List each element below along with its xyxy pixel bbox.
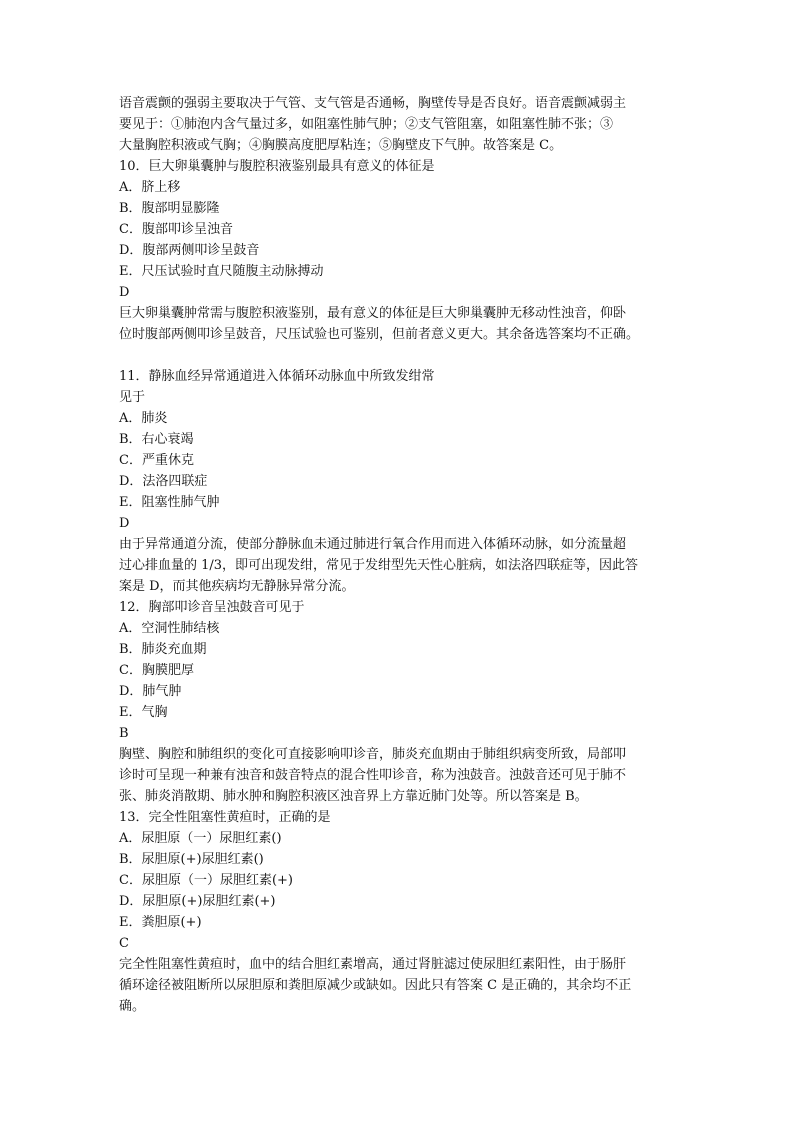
explanation-line: 诊时可呈现一种兼有浊音和鼓音特点的混合性叩诊音，称为浊鼓音。浊鼓音还可见于肺不 xyxy=(119,768,627,783)
option-a: A．脐上移 xyxy=(119,180,181,195)
option-e: E．阻塞性肺气肿 xyxy=(119,495,220,510)
explanation-line: 大量胸腔积液或气胸；④胸膜高度肥厚粘连；⑤胸壁皮下气肿。故答案是 C。 xyxy=(119,138,563,153)
option-e: E．粪胆原(+) xyxy=(119,915,202,930)
explanation-line: 循环途径被阻断所以尿胆原和粪胆原减少或缺如。因此只有答案 C 是正确的，其余均不正 xyxy=(119,978,632,993)
explanation-line: 张、肺炎消散期、肺水肿和胸腔积液区浊音界上方靠近肺门处等。所以答案是 B。 xyxy=(119,789,588,804)
explanation-line: 巨大卵巢囊肿常需与腹腔积液鉴别，最有意义的体征是巨大卵巢囊肿无移动性浊音，仰卧 xyxy=(119,306,627,321)
explanation-line: 由于异常通道分流，使部分静脉血未通过肺进行氧合作用而进入体循环动脉，如分流量超 xyxy=(119,537,627,552)
option-c: C．严重休克 xyxy=(119,453,194,468)
question-text: 见于 xyxy=(119,390,146,405)
explanation-line: 要见于：①肺泡内含气量过多，如阻塞性肺气肿；②支气管阻塞，如阻塞性肺不张；③ xyxy=(119,117,614,132)
question-11 xyxy=(119,366,685,597)
option-b: B．腹部明显膨隆 xyxy=(119,201,220,216)
option-b: B．右心衰竭 xyxy=(119,432,194,447)
question-text: 11．静脉血经异常通道进入体循环动脉血中所致发绀常 xyxy=(119,369,435,384)
explanation-line: 过心排血量的 1/3，即可出现发绀，常见于发绀型先天性心脏病，如法洛四联症等，因此答 xyxy=(119,558,639,573)
spacer xyxy=(119,345,685,366)
question-text: 13．完全性阻塞性黄疸时，正确的是 xyxy=(119,810,331,825)
option-d: D．腹部两侧叩诊呈鼓音 xyxy=(119,243,260,258)
question-12 xyxy=(119,597,685,807)
answer: D xyxy=(119,516,130,531)
option-d: D．法洛四联症 xyxy=(119,474,208,489)
intro-explanation xyxy=(119,93,685,156)
option-a: A．尿胆原（一）尿胆红素() xyxy=(119,831,282,846)
question-13 xyxy=(119,807,685,1017)
option-a: A．空洞性肺结核 xyxy=(119,621,220,636)
option-d: D．尿胆原(+)尿胆红素(+) xyxy=(119,894,276,909)
answer: B xyxy=(119,726,129,741)
option-a: A．肺炎 xyxy=(119,411,168,426)
explanation-line: 语音震颤的强弱主要取决于气管、支气管是否通畅，胸壁传导是否良好。语音震颤减弱主 xyxy=(119,96,627,111)
explanation-line: 位时腹部两侧叩诊呈鼓音，尺压试验也可鉴别，但前者意义更大。其余备选答案均不正确。 xyxy=(119,327,640,342)
question-10 xyxy=(119,156,685,345)
answer: C xyxy=(119,936,129,951)
option-c: C．腹部叩诊呈浊音 xyxy=(119,222,233,237)
option-b: B．尿胆原(+)尿胆红素() xyxy=(119,852,264,867)
document-page xyxy=(119,93,685,1017)
option-d: D．肺气肿 xyxy=(119,684,182,699)
option-c: C．胸膜肥厚 xyxy=(119,663,194,678)
option-b: B．肺炎充血期 xyxy=(119,642,207,657)
explanation-line: 完全性阻塞性黄疸时，血中的结合胆红素增高，通过肾脏滤过使尿胆红素阳性，由于肠肝 xyxy=(119,957,627,972)
question-text: 12．胸部叩诊音呈浊鼓音可见于 xyxy=(119,600,305,615)
option-c: C．尿胆原（一）尿胆红素(+) xyxy=(119,873,293,888)
explanation-line: 案是 D，而其他疾病均无静脉异常分流。 xyxy=(119,579,355,594)
answer: D xyxy=(119,285,130,300)
explanation-line: 胸壁、胸腔和肺组织的变化可直接影响叩诊音，肺炎充血期由于肺组织病变所致，局部叩 xyxy=(119,747,627,762)
explanation-line: 确。 xyxy=(119,999,146,1014)
option-e: E．气胸 xyxy=(119,705,168,720)
option-e: E．尺压试验时直尺随腹主动脉搏动 xyxy=(119,264,324,279)
question-text: 10．巨大卵巢囊肿与腹腔积液鉴别最具有意义的体征是 xyxy=(119,159,435,174)
